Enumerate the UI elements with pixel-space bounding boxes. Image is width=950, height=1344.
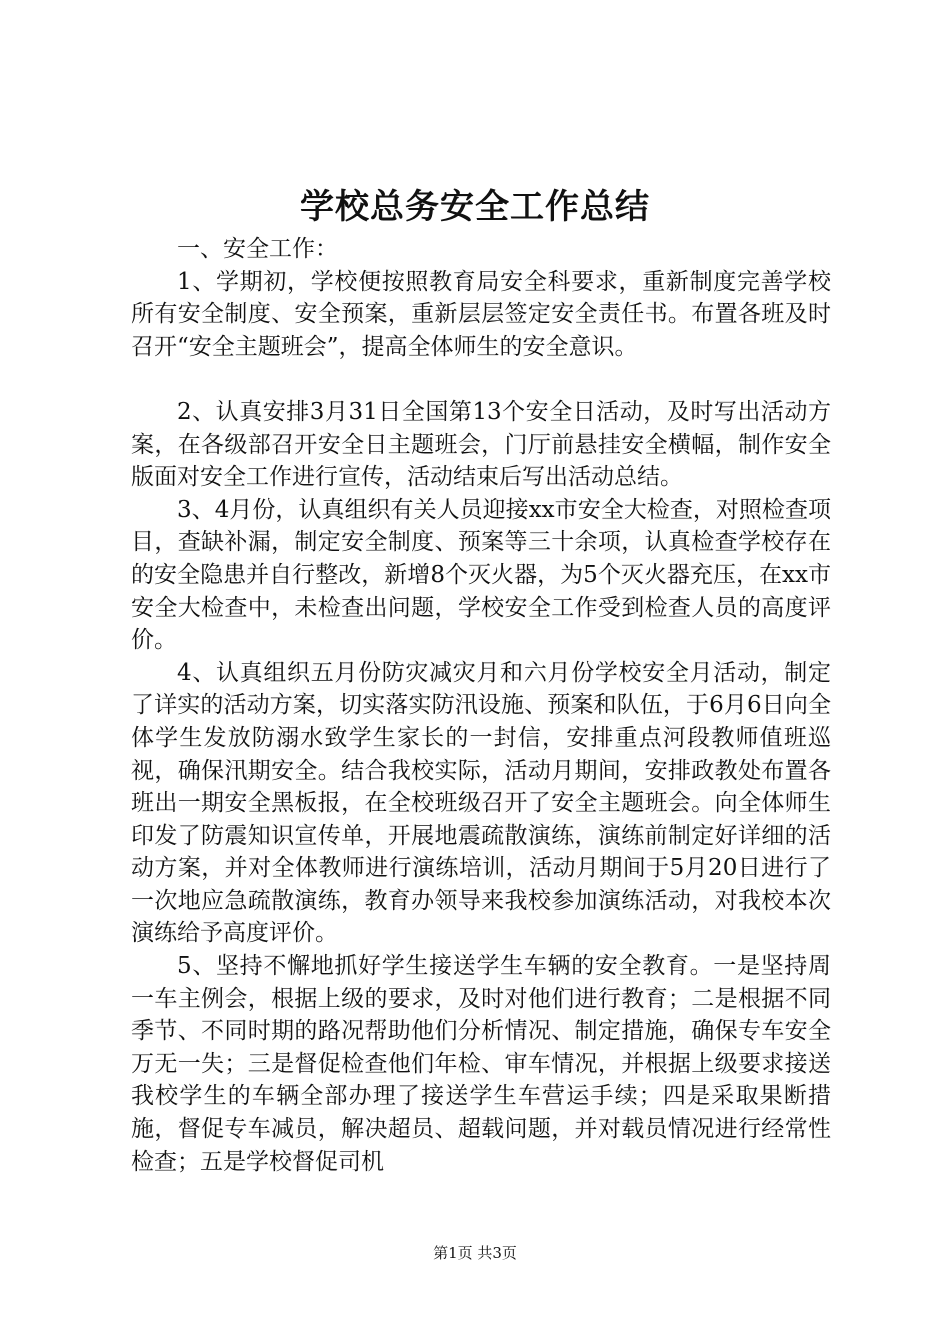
document-title: 学校总务安全工作总结 xyxy=(300,187,650,227)
document-body xyxy=(131,233,831,1178)
paragraph: 4、认真组织五月份防灾减灾月和六月份学校安全月活动，制定了详实的活动方案，切实落实防汛设施、预案和队伍，于6月6日向全体学生发放防溺水致学生家长的一封信，安排重点河段教师值班巡视，确保汛期安全。结合我校实际，活动月期间，安排政教处布置各班出一期安全黑板报，在全校班级召开了安全主题班会。向全体师生印发了防震知识宣传单，开展地震疏散演练，演练前制定好详细的活动方案，并对全体教师进行演练培训，活动月期间于5月20日进行了一次地应急疏散演练，教育办领导来我校参加演练活动，对我校本次演练给予高度评价。 xyxy=(131,659,831,947)
paragraph: 1、学期初，学校便按照教育局安全科要求，重新制度完善学校所有安全制度、安全预案，重新层层签定安全责任书。布置各班及时召开“安全主题班会”，提高全体师生的安全意识。 xyxy=(131,268,831,360)
paragraph: 3、4月份，认真组织有关人员迎接xx市安全大检查，对照检查项目，查缺补漏，制定安全制度、预案等三十余项，认真检查学校存在的安全隐患并自行整改，新增8个灭火器，为5个灭火器充压，在xx市安全大检查中，未检查出问题，学校安全工作受到检查人员的高度评价。 xyxy=(131,496,831,654)
paragraph: 2、认真安排3月31日全国第13个安全日活动，及时写出活动方案，在各级部召开安全日主题班会，门厅前悬挂安全横幅，制作安全版面对安全工作进行宣传，活动结束后写出活动总结。 xyxy=(131,398,831,491)
page-number-footer: 第1页 共3页 xyxy=(433,1244,517,1262)
section-heading: 一、安全工作： xyxy=(177,236,338,262)
paragraph: 5、坚持不懈地抓好学生接送学生车辆的安全教育。一是坚持周一车主例会，根据上级的要求，及时对他们进行教育；二是根据不同季节、不同时期的路况帮助他们分析情况、制定措施，确保专车安全万无一失；三是督促检查他们年检、审车情况，并根据上级要求接送我校学生的车辆全部办理了接送学生车营运手续；四是采取果断措施，督促专车减员，解决超员、超载问题，并对载员情况进行经常性检查；五是学校督促司机 xyxy=(131,953,831,1175)
